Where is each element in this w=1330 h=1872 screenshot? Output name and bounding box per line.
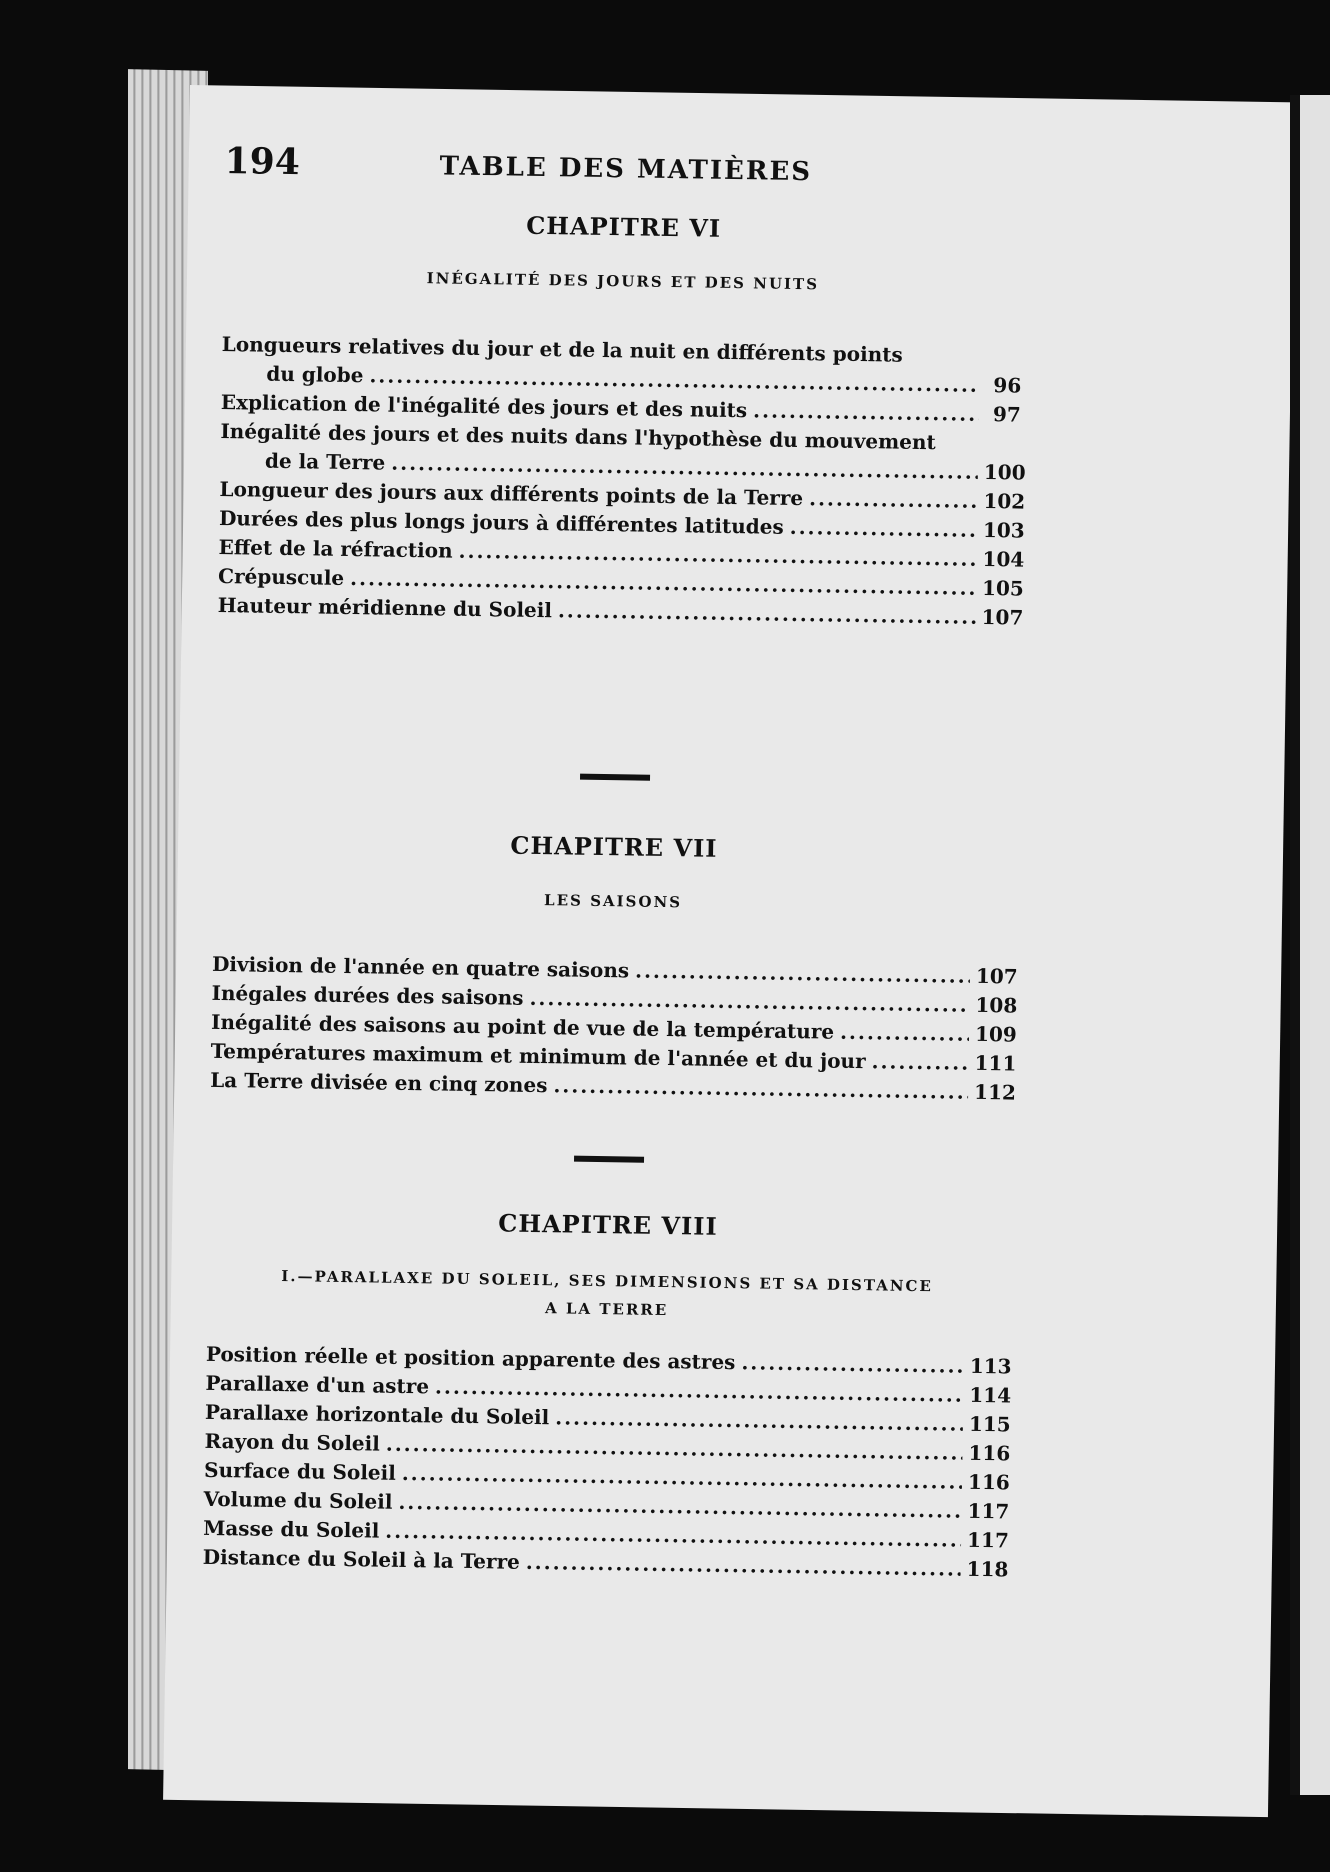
toc-entry-title: de la Terre [264, 448, 386, 475]
toc-chapter-viii [202, 1340, 1012, 1585]
toc-entry-page: 117 [967, 1498, 1010, 1524]
toc-entry-title: Inégalité des saisons au point de vue de la température [210, 1009, 835, 1044]
toc-entry-page: 107 [975, 963, 1018, 989]
toc-entry-title: Hauteur méridienne du Soleil [217, 592, 553, 623]
toc-entry-title: Inégalité des jours et des nuits dans l'hypothèse du mouvement [220, 418, 936, 455]
toc-entry-page: 108 [975, 992, 1018, 1018]
toc-entry-page: 115 [968, 1411, 1011, 1437]
toc-entry-page: 114 [969, 1382, 1012, 1408]
toc-entry-title: Parallaxe d'un astre [205, 1370, 430, 1399]
toc-entry-page: 116 [968, 1440, 1011, 1466]
toc-entry-title: Crépuscule [217, 563, 345, 590]
toc-entry-page [986, 363, 1022, 364]
toc-entry-title: Surface du Soleil [203, 1457, 397, 1485]
toc-entry-title: Explication de l'inégalité des jours et des nuits [220, 389, 748, 423]
toc-entry-page: 96 [993, 373, 1022, 398]
toc-entry-page: 116 [967, 1469, 1010, 1495]
toc-entry-page: 103 [982, 517, 1025, 543]
section-divider [580, 774, 650, 781]
toc-entry-page: 105 [981, 575, 1024, 601]
toc-entry-title: Inégales durées des saisons [211, 980, 524, 1010]
toc-entry-page: 111 [974, 1050, 1017, 1076]
toc-entry-page: 109 [974, 1021, 1017, 1047]
toc-entry-title: Parallaxe horizontale du Soleil [204, 1399, 550, 1430]
toc-entry-page: 113 [969, 1353, 1012, 1379]
toc-entry-title: Longueurs relatives du jour et de la nuit en différents points [221, 331, 903, 367]
binding-shadow [1290, 95, 1300, 1795]
toc-entry-title: Rayon du Soleil [204, 1428, 381, 1456]
toc-entry-title: Températures maximum et minimum de l'année et du jour [210, 1038, 866, 1074]
toc-entry-title: Masse du Soleil [203, 1515, 380, 1543]
chapter-title: CHAPITRE VIII [498, 1208, 718, 1241]
toc-entry-page: 102 [983, 488, 1026, 514]
chapter-subtitle: INÉGALITÉ DES JOURS ET DES NUITS [426, 269, 820, 294]
page-content [201, 140, 1025, 1692]
toc-entry-page [984, 450, 1020, 451]
chapter-title: CHAPITRE VII [510, 830, 718, 863]
toc-entry-title: Volume du Soleil [203, 1486, 393, 1514]
toc-entry-page: 107 [981, 604, 1024, 630]
toc-entry-title: du globe [266, 361, 364, 388]
toc-entry-page: 112 [973, 1079, 1017, 1105]
toc-entry-page: 97 [992, 402, 1021, 427]
toc-entry-title: Distance du Soleil à la Terre [202, 1544, 521, 1574]
section-divider [574, 1156, 644, 1163]
toc-entry-title: La Terre divisée en cinq zones [210, 1067, 548, 1098]
toc-entry-title: Longueur des jours aux différents points de la Terre [219, 476, 804, 511]
chapter-subtitle: LES SAISONS [543, 891, 683, 912]
chapter-title: CHAPITRE VI [525, 210, 722, 243]
toc-chapter-vi [217, 330, 1026, 633]
toc-entry-page: 118 [966, 1556, 1009, 1582]
toc-chapter-vii [210, 950, 1018, 1108]
toc-entry-title: Division de l'année en quatre saisons [211, 951, 630, 983]
toc-entry-page: 117 [966, 1527, 1010, 1553]
page-number: 194 [224, 140, 301, 184]
chapter-subtitle: I.—PARALLAXE DU SOLEIL, SES DIMENSIONS ET SA DISTANCE [281, 1267, 934, 1296]
toc-entry-title: Position réelle et position apparente des astres [205, 1341, 736, 1375]
toc-entry-title: Effet de la réfraction [218, 534, 453, 563]
toc-entry-page: 104 [982, 546, 1025, 572]
chapter-subtitle-line2: A LA TERRE [544, 1299, 669, 1320]
toc-entry-title: Durées des plus longs jours à différentes latitudes [218, 505, 784, 539]
toc-entry-page: 100 [983, 459, 1026, 485]
running-title: TABLE DES MATIÈRES [439, 151, 813, 188]
